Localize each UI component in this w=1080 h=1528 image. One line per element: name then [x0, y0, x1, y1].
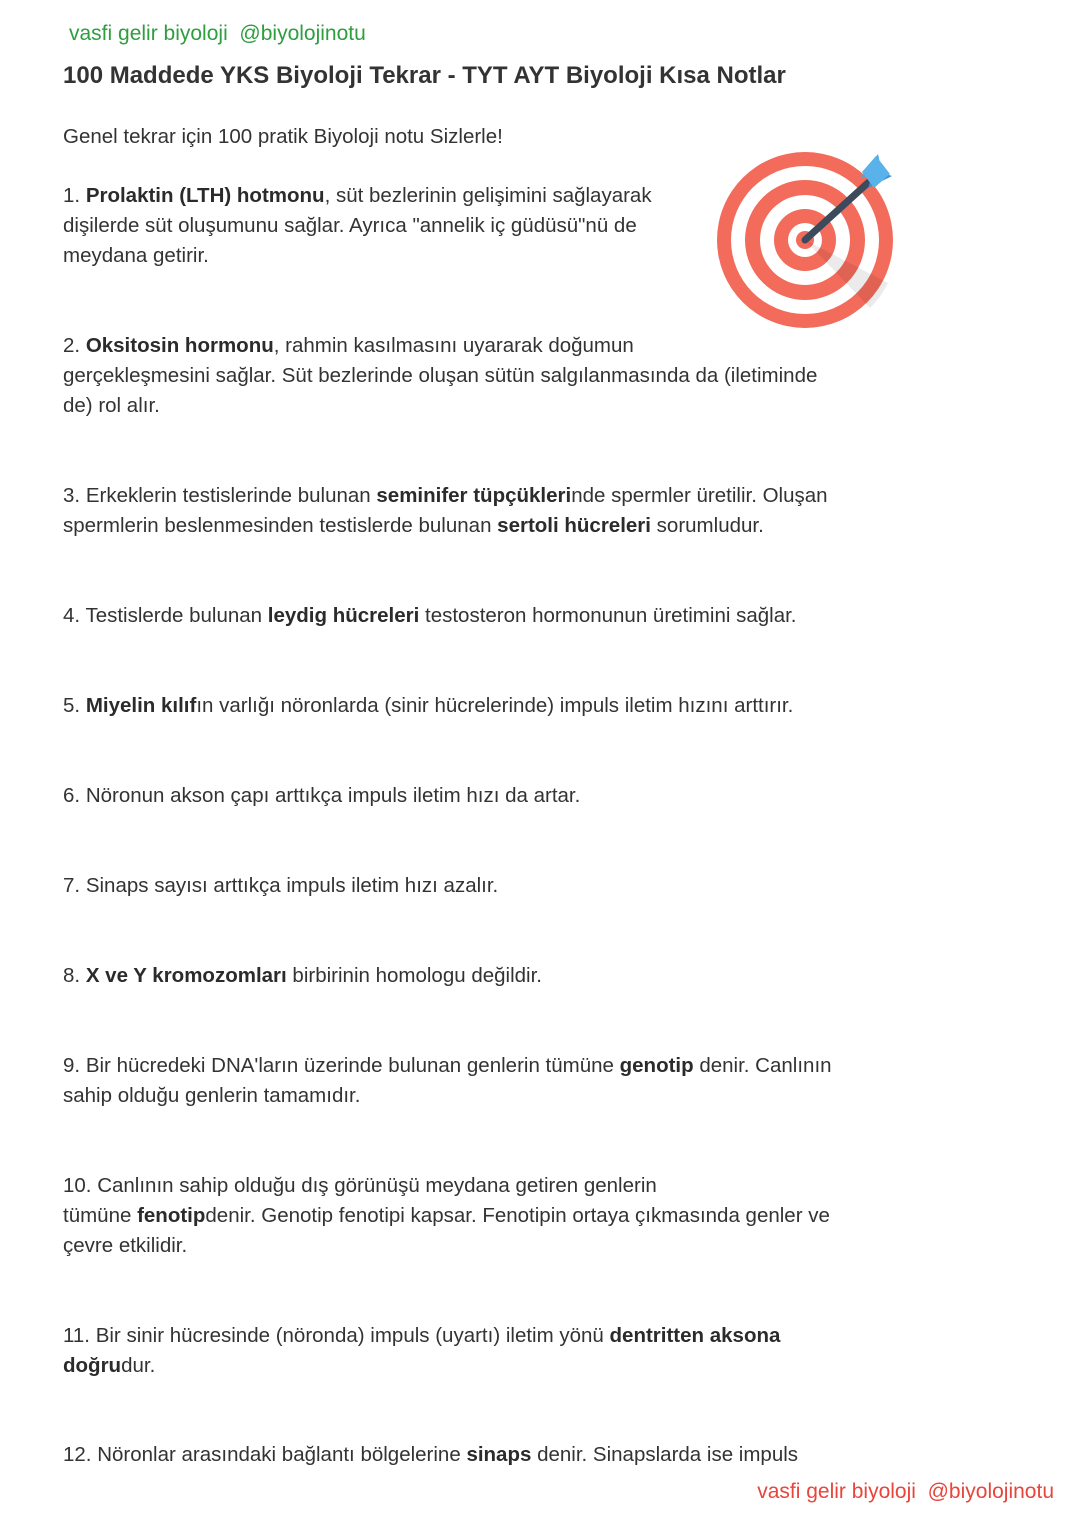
note-text: sorumludur. — [650, 514, 764, 537]
header-watermark — [69, 22, 366, 46]
note-text: denir. Sinapslarda ise impuls — [531, 1443, 799, 1466]
note-text: ın varlığı nöronlarda (sinir hücrelerinde) impuls iletim hızını arttırır. — [196, 694, 794, 717]
note-text: , süt bezlerinin gelişimini sağlayarak — [324, 184, 652, 207]
note-number: 9. — [63, 1054, 81, 1077]
note-item — [63, 481, 828, 541]
note-keyword: Miyelin kılıf — [85, 694, 197, 717]
note-keyword: Oksitosin hormonu — [85, 334, 274, 357]
watermark-name: vasfi gelir biyoloji — [69, 22, 228, 45]
note-keyword: leydig hücreleri — [267, 604, 420, 627]
note-item — [63, 1321, 780, 1381]
note-text: nde spermler üretilir. Oluşan — [571, 484, 828, 507]
intro-text: Genel tekrar için 100 pratik Biyoloji notu Sizlerle! — [63, 125, 503, 148]
note-text: tümüne — [63, 1204, 138, 1227]
note-keyword: X ve Y kromozomları — [85, 964, 287, 987]
watermark-handle: @biyolojinotu — [927, 1480, 1054, 1503]
note-number: 8. — [63, 964, 81, 987]
note-keyword: sertoli hücreleri — [497, 514, 651, 537]
note-item — [63, 331, 817, 421]
note-text: Nöronlar arasındaki bağlantı bölgelerine — [97, 1443, 467, 1466]
note-keyword: genotip — [619, 1054, 694, 1077]
note-keyword: dentritten aksona — [609, 1324, 781, 1347]
note-keyword: fenotip — [137, 1204, 206, 1227]
note-text: sahip olduğu genlerin tamamıdır. — [63, 1084, 361, 1107]
note-text: Bir hücredeki DNA'ların üzerinde bulunan genlerin tümüne — [85, 1054, 620, 1077]
note-text: , rahmin kasılmasını uyararak doğumun — [273, 334, 634, 357]
note-item — [63, 181, 652, 271]
note-number: 4. — [63, 604, 81, 627]
note-number: 6. — [63, 784, 81, 807]
note-item — [63, 691, 793, 721]
note-text: denir. Genotip fenotipi kapsar. Fenotipin ortaya çıkmasında genler ve — [205, 1204, 830, 1227]
note-text: Erkeklerin testislerinde bulunan — [85, 484, 377, 507]
note-item — [63, 1171, 830, 1261]
note-keyword: sinaps — [466, 1443, 532, 1466]
note-text: gerçekleşmesini sağlar. Süt bezlerinde oluşan sütün salgılanmasında da (iletiminde — [63, 364, 818, 387]
footer-watermark — [757, 1480, 1054, 1504]
note-text: Bir sinir hücresinde (nöronda) impuls (uyartı) iletim yönü — [95, 1324, 610, 1347]
note-text: spermlerin beslenmesinden testislerde bulunan — [63, 514, 498, 537]
page-title: 100 Maddede YKS Biyoloji Tekrar - TYT AYT Biyoloji Kısa Notlar — [63, 62, 786, 89]
note-number: 12. — [63, 1443, 92, 1466]
note-text: Canlının sahip olduğu dış görünüşü meydana getiren genlerin — [97, 1174, 657, 1197]
note-text: dişilerde süt oluşumunu sağlar. Ayrıca "annelik iç güdüsü"nü de — [63, 214, 637, 237]
note-keyword: doğru — [63, 1354, 122, 1377]
note-number: 2. — [63, 334, 81, 357]
note-item — [63, 781, 580, 811]
note-text: çevre etkilidir. — [63, 1234, 188, 1257]
note-item — [63, 871, 498, 901]
note-number: 1. — [63, 184, 81, 207]
note-text: dur. — [121, 1354, 156, 1377]
note-text: Testislerde bulunan — [85, 604, 268, 627]
watermark-name: vasfi gelir biyoloji — [757, 1480, 916, 1503]
watermark-handle: @biyolojinotu — [239, 22, 366, 45]
note-number: 5. — [63, 694, 81, 717]
note-text: meydana getirir. — [63, 244, 209, 267]
target-arrow-icon — [710, 148, 900, 338]
note-keyword: seminifer tüpçükleri — [376, 484, 572, 507]
note-number: 3. — [63, 484, 81, 507]
note-number: 11. — [63, 1324, 90, 1347]
note-item — [63, 1440, 798, 1470]
note-text: testosteron hormonunun üretimini sağlar. — [419, 604, 797, 627]
note-text: Nöronun akson çapı arttıkça impuls iletim hızı da artar. — [85, 784, 581, 807]
note-item — [63, 961, 542, 991]
note-text: de) rol alır. — [63, 394, 160, 417]
note-text: birbirinin homologu değildir. — [286, 964, 542, 987]
note-number: 10. — [63, 1174, 92, 1197]
note-keyword: Prolaktin (LTH) hotmonu — [85, 184, 325, 207]
note-item — [63, 1051, 832, 1111]
note-text: denir. Canlının — [693, 1054, 832, 1077]
note-item — [63, 601, 797, 631]
note-text: Sinaps sayısı arttıkça impuls iletim hızı azalır. — [85, 874, 499, 897]
note-number: 7. — [63, 874, 81, 897]
